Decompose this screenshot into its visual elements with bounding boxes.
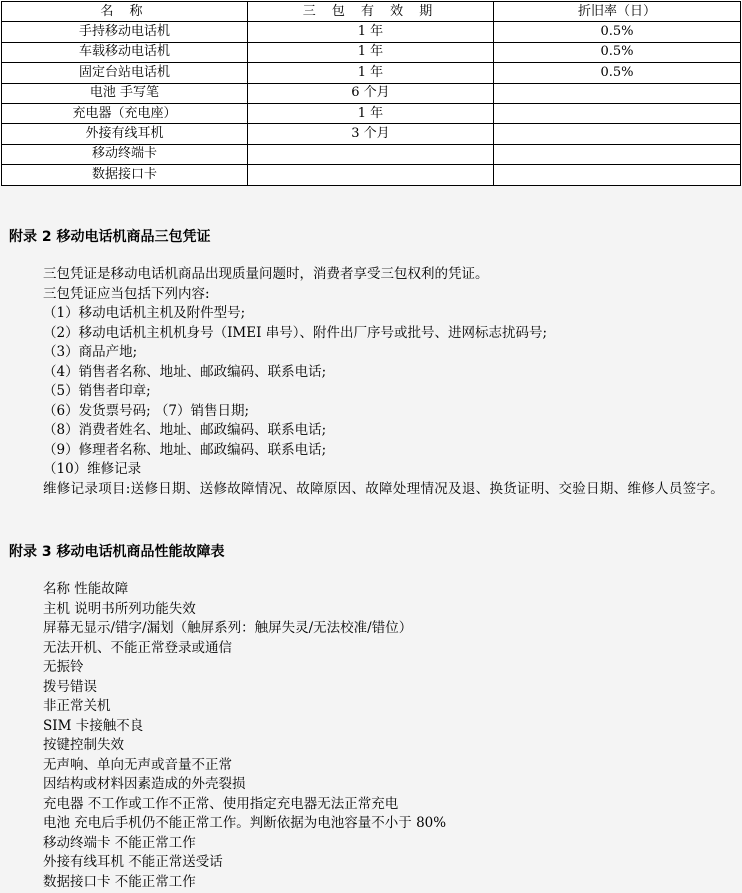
list-item: 数据接口卡 不能正常工作 [43, 873, 196, 890]
table-cell-rate [493, 103, 740, 123]
table-row [2, 83, 741, 103]
appendix3-fault-list [9, 580, 735, 892]
list-item: 主机 说明书所列功能失效 [43, 600, 196, 617]
list-item: （9）修理者名称、地址、邮政编码、联系电话; [43, 441, 327, 458]
appendix3-title: 附录 3 移动电话机商品性能故障表 [9, 544, 225, 560]
list-item: 屏幕无显示/错字/漏划（触屏系列：触屏失灵/无法校准/错位） [43, 620, 413, 636]
table-cell-name: 固定台站电话机 [2, 63, 248, 83]
list-item: （2）移动电话机主机机身号（IMEI 串号）、附件出厂序号或批号、进网标志扰码号; [43, 324, 548, 341]
table-cell-period: 1 年 [247, 42, 493, 62]
table-cell-name: 外接有线耳机 [2, 124, 248, 144]
appendix2-lead: 三包凭证应当包括下列内容: [43, 285, 210, 302]
table-cell-period: 3 个月 [247, 124, 493, 144]
table-row [2, 165, 741, 185]
table-row [2, 144, 741, 164]
list-item: 因结构或材料因素造成的外壳裂损 [43, 776, 246, 792]
table-cell-rate: 0.5% [493, 63, 740, 83]
table-cell-rate: 0.5% [493, 22, 740, 42]
table-cell-name: 移动终端卡 [2, 144, 248, 164]
list-item: SIM 卡接触不良 [43, 717, 144, 734]
column-header-depreciation: 折旧率（日） [493, 2, 740, 22]
table-cell-period [247, 144, 493, 164]
list-item: （3）商品产地; [43, 344, 138, 360]
list-item: （10）维修记录 [43, 461, 142, 477]
list-item: 按键控制失效 [43, 737, 124, 753]
list-item: 无法开机、不能正常登录或通信 [43, 639, 232, 656]
table-cell-name: 电池 手写笔 [2, 83, 248, 103]
table-cell-name: 数据接口卡 [2, 165, 248, 185]
table-row [2, 22, 741, 42]
column-header-period: 三 包 有 效 期 [247, 2, 493, 22]
table-cell-name: 充电器（充电座） [2, 103, 248, 123]
column-header-name: 名 称 [2, 2, 248, 22]
fault-table-header: 名称 性能故障 [43, 581, 129, 597]
appendix2-repair-note: 维修记录项目:送修日期、送修故障情况、故障原因、故障处理情况及退、换货证明、交验日期、维修人员签字。 [43, 480, 725, 497]
list-item: 充电器 不工作或工作不正常、使用指定充电器无法正常充电 [43, 795, 399, 812]
table-cell-period: 1 年 [247, 22, 493, 42]
appendix2-body [9, 265, 735, 499]
table-cell-rate [493, 83, 740, 103]
list-item: （4）销售者名称、地址、邮政编码、联系电话; [43, 363, 327, 380]
table-cell-rate [493, 124, 740, 144]
appendix2-intro: 三包凭证是移动电话机商品出现质量问题时，消费者享受三包权利的凭证。 [43, 266, 489, 282]
table-cell-rate: 0.5% [493, 42, 740, 62]
table-cell-period: 6 个月 [247, 83, 493, 103]
list-item: （5）销售者印章; [43, 383, 151, 399]
list-item: 拨号错误 [43, 678, 97, 695]
warranty-period-table [1, 1, 741, 186]
table-cell-rate [493, 144, 740, 164]
table-header-row [2, 2, 741, 22]
table-row [2, 63, 741, 83]
list-item: 非正常关机 [43, 698, 111, 714]
list-item: 移动终端卡 不能正常工作 [43, 834, 196, 851]
list-item: （6）发货票号码; （7）销售日期; [43, 402, 250, 419]
table-cell-period [247, 165, 493, 185]
table-cell-rate [493, 165, 740, 185]
table-cell-period: 1 年 [247, 63, 493, 83]
table-cell-name: 车载移动电话机 [2, 42, 248, 62]
list-item: 无振铃 [43, 659, 84, 675]
table-cell-period: 1 年 [247, 103, 493, 123]
list-item: 电池 充电后手机仍不能正常工作。判断依据为电池容量不小于 80% [43, 815, 447, 831]
list-item: 无声响、单向无声或音量不正常 [43, 756, 232, 773]
table-row [2, 124, 741, 144]
table-row [2, 103, 741, 123]
list-item: （8）消费者姓名、地址、邮政编码、联系电话; [43, 422, 327, 438]
table-cell-name: 手持移动电话机 [2, 22, 248, 42]
appendix2-title: 附录 2 移动电话机商品三包凭证 [9, 229, 211, 245]
table-row [2, 42, 741, 62]
list-item: （1）移动电话机主机及附件型号; [43, 305, 246, 321]
list-item: 外接有线耳机 不能正常送受话 [43, 854, 223, 870]
